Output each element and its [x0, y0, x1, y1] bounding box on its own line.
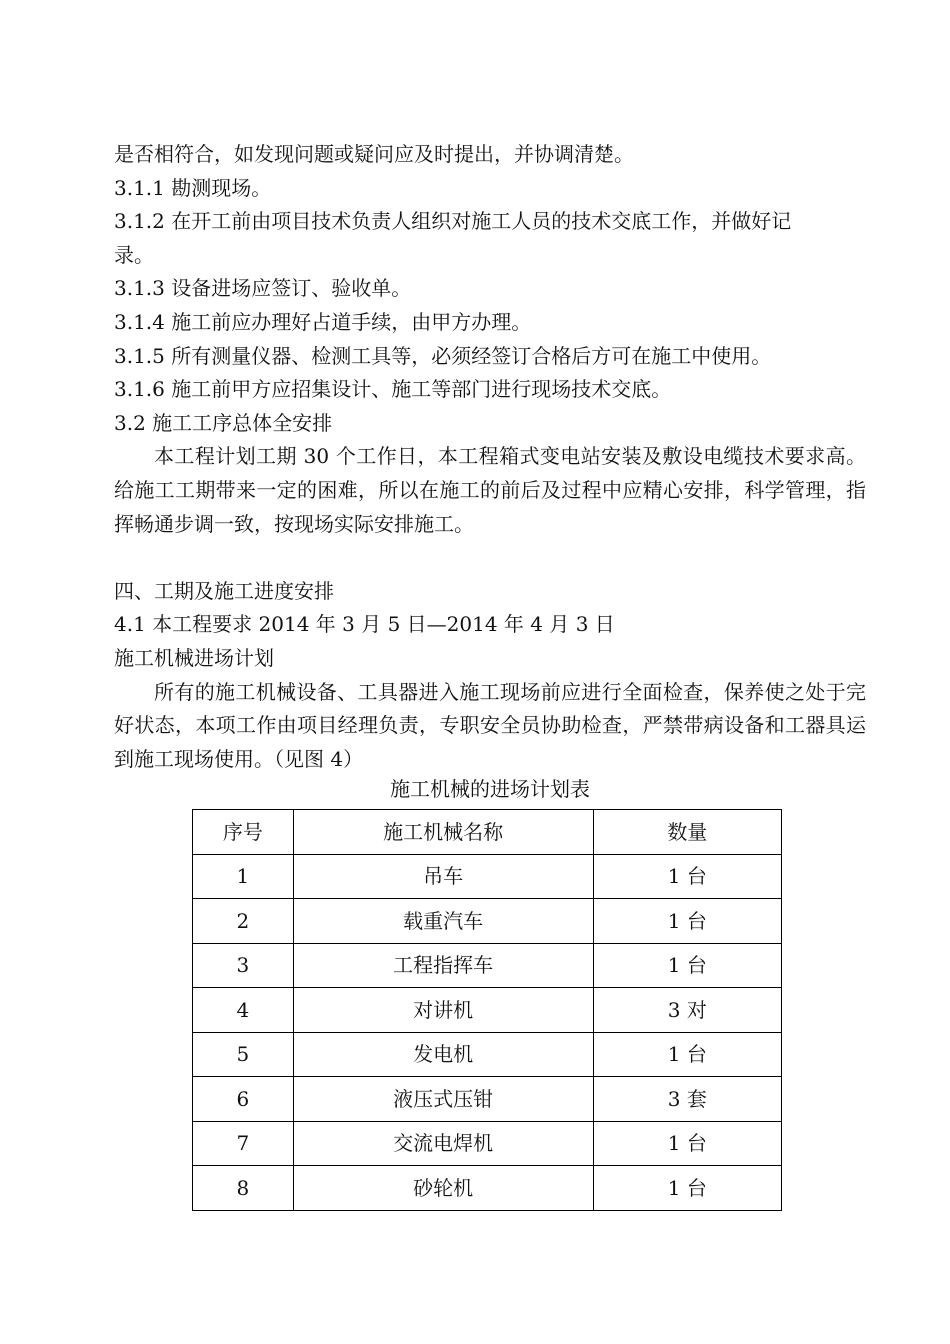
cell-name: 载重汽车	[293, 899, 593, 944]
table-row	[193, 1032, 782, 1077]
text-line: 3.1.3 设备进场应签订、验收单。	[114, 276, 412, 301]
table-row	[193, 988, 782, 1033]
table-header-row	[193, 810, 782, 855]
cell-qty: 3 套	[593, 1077, 781, 1122]
machinery-table	[192, 809, 782, 1211]
text-line: 3.1.1 勘测现场。	[114, 175, 272, 200]
section-heading: 3.2 施工工序总体全安排	[114, 410, 333, 435]
cell-index: 6	[193, 1077, 294, 1122]
cell-qty: 1 台	[593, 899, 781, 944]
cell-index: 1	[193, 854, 294, 899]
text-line: 录。	[114, 242, 154, 267]
table-row	[193, 1121, 782, 1166]
header-cell-qty: 数量	[593, 810, 781, 855]
cell-qty: 1 台	[593, 854, 781, 899]
schedule-paragraph: 本工程计划工期 30 个工作日，本工程箱式变电站安装及敷设电缆技术要求高。给施工工期带来一定的困难，所以在施工的前后及过程中应精心安排，科学管理，指挥畅通步调一致，按现场实际安排施工。	[114, 444, 866, 536]
machinery-paragraph: 所有的施工机械设备、工具器进入施工现场前应进行全面检查，保养使之处于完好状态，本项工作由项目经理负责，专职安全员协助检查，严禁带病设备和工器具运到施工现场使用。（见图 4）	[114, 679, 866, 771]
table-row	[193, 943, 782, 988]
header-cell-index: 序号	[193, 810, 294, 855]
table-row	[193, 899, 782, 944]
table-row	[193, 1077, 782, 1122]
blank-line	[114, 541, 866, 575]
text-line: 3.1.5 所有测量仪器、检测工具等，必须经签订合格后方可在施工中使用。	[114, 343, 772, 368]
cell-qty: 1 台	[593, 1121, 781, 1166]
cell-name: 液压式压钳	[293, 1077, 593, 1122]
cell-index: 3	[193, 943, 294, 988]
cell-name: 砂轮机	[293, 1166, 593, 1211]
table-row	[193, 1166, 782, 1211]
cell-name: 发电机	[293, 1032, 593, 1077]
cell-index: 2	[193, 899, 294, 944]
table-caption: 施工机械的进场计划表	[390, 777, 590, 801]
cell-index: 7	[193, 1121, 294, 1166]
text-line: 3.1.4 施工前应办理好占道手续，由甲方办理。	[114, 309, 532, 334]
text-line: 3.1.2 在开工前由项目技术负责人组织对施工人员的技术交底工作，并做好记	[114, 209, 792, 234]
cell-index: 5	[193, 1032, 294, 1077]
cell-index: 4	[193, 988, 294, 1033]
cell-index: 8	[193, 1166, 294, 1211]
cell-qty: 1 台	[593, 943, 781, 988]
subsection-heading: 施工机械进场计划	[114, 645, 274, 670]
cell-name: 吊车	[293, 854, 593, 899]
text-line: 是否相符合，如发现问题或疑问应及时提出，并协调清楚。	[114, 142, 634, 166]
cell-qty: 3 对	[593, 988, 781, 1033]
cell-name: 交流电焊机	[293, 1121, 593, 1166]
text-line: 3.1.6 施工前甲方应招集设计、施工等部门进行现场技术交底。	[114, 377, 672, 402]
table-row	[193, 854, 782, 899]
header-cell-name: 施工机械名称	[293, 810, 593, 855]
document-body	[114, 138, 866, 776]
section-line: 4.1 本工程要求 2014 年 3 月 5 日—2014 年 4 月 3 日	[114, 612, 615, 637]
section-title: 四、工期及施工进度安排	[114, 578, 334, 603]
cell-qty: 1 台	[593, 1032, 781, 1077]
cell-name: 工程指挥车	[293, 943, 593, 988]
cell-name: 对讲机	[293, 988, 593, 1033]
cell-qty: 1 台	[593, 1166, 781, 1211]
